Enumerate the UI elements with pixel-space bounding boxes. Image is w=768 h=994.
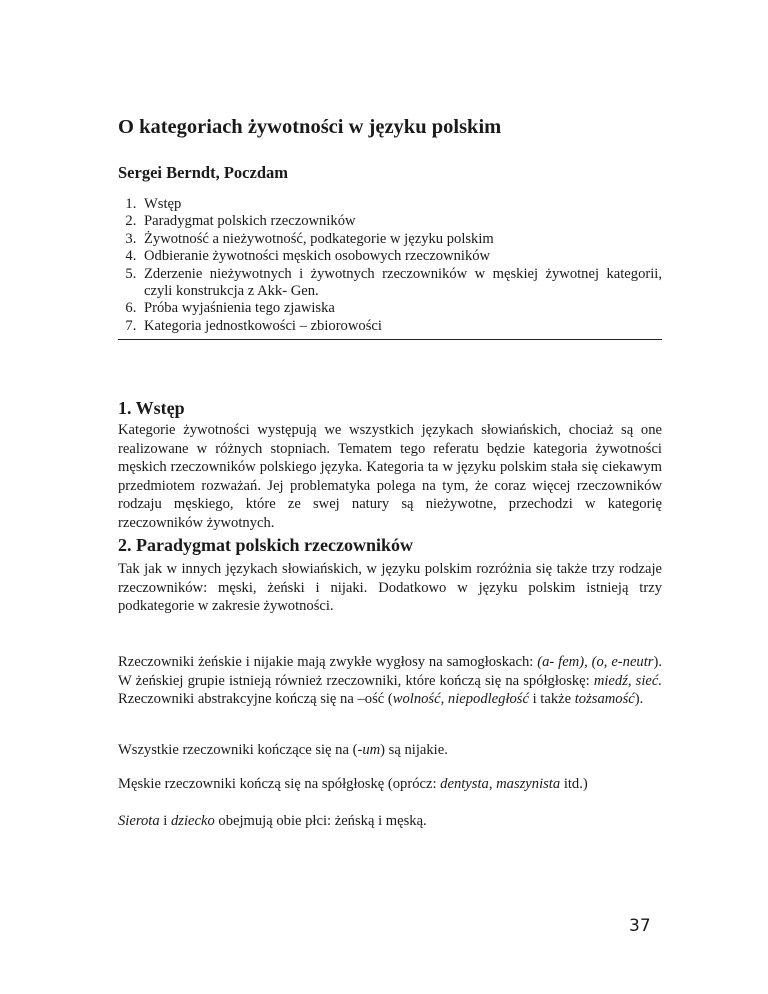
author-line: Sergei Berndt, Poczdam bbox=[118, 163, 289, 182]
text-run: Rzeczowniki żeńskie i nijakie mają zwykłe wygłosy na samogłoskach: bbox=[118, 654, 538, 670]
toc-item: 1. Wstęp bbox=[140, 196, 662, 213]
text-run: ) są nijakie. bbox=[380, 742, 448, 758]
text-run: Rzeczowniki abstrakcyjne kończą się na –ość ( bbox=[118, 691, 393, 708]
italic-term: maszynista bbox=[496, 776, 561, 792]
italic-term: dziecko bbox=[170, 813, 215, 829]
section-heading-2: 2. Paradygmat polskich rzeczowników bbox=[118, 535, 413, 555]
toc-item: 6. Próba wyjaśnienia tego zjawiska bbox=[140, 300, 662, 317]
toc-item: 4. Odbieranie żywotności męskich osobowych rzeczowników bbox=[140, 248, 662, 265]
horizontal-rule bbox=[118, 339, 662, 340]
paragraph bbox=[118, 421, 662, 533]
section-heading-1: 1. Wstęp bbox=[118, 398, 185, 418]
text-run: itd.) bbox=[560, 776, 588, 792]
italic-term: (a- fem), (o, e-neutr bbox=[537, 654, 654, 670]
table-of-contents bbox=[118, 196, 662, 335]
toc-item: 2. Paradygmat polskich rzeczowników bbox=[140, 213, 662, 230]
paragraph bbox=[118, 741, 662, 760]
text-run: Męskie rzeczowniki kończą się na spółgłoskę (oprócz: bbox=[118, 776, 441, 792]
toc-item: 5. Zderzenie nieżywotnych i żywotnych rzeczowników w męskiej żywotnej kategorii, czyli konstrukcja z Akk- Gen. bbox=[140, 266, 662, 301]
italic-term: Sierota bbox=[118, 813, 160, 829]
italic-term: tożsamość bbox=[574, 691, 635, 708]
text-run: obejmują obie płci: żeńską i męską. bbox=[214, 813, 427, 829]
page-number: 37 bbox=[629, 916, 651, 936]
italic-term: wolność bbox=[392, 691, 441, 708]
toc-item: 7. Kategoria jednostkowości – zbiorowości bbox=[140, 318, 662, 335]
text-run: Tak jak w innych językach słowiańskich, w języku polskim rozróżnia się także trzy rodzaje rzeczowników: męski, żeński i nijaki. Dodatkowo w języku polskim istnieją trzy podkategorie w zakresie żywotności. bbox=[118, 561, 662, 615]
text-run: Wszystkie rzeczowniki kończące się na ( bbox=[118, 742, 358, 758]
italic-term: -um bbox=[357, 742, 381, 758]
text-run: i bbox=[159, 813, 171, 829]
text-run: , bbox=[488, 776, 497, 792]
italic-term: niepodległość bbox=[447, 691, 529, 708]
paragraph bbox=[118, 812, 662, 831]
italic-term: dentysta bbox=[440, 776, 489, 792]
text-run: ). W żeńskiej grupie istnieją również rzeczowniki, które kończą się na spółgłoskę: bbox=[118, 654, 662, 689]
paragraph bbox=[118, 560, 662, 616]
text-run: , bbox=[440, 691, 448, 708]
text-run: i także bbox=[528, 691, 575, 708]
text-run: Kategorie żywotności występują we wszystkich językach słowiańskich, chociaż są one realizowane w różnych stopniach. Tematem tego referatu będzie kategoria żywotności męskich rzeczowników polskiego języka. Kategoria ta w języku polskim stała się ciekawym przedmiotem rozważań. Jej problematyka polega na tym, że coraz więcej rzeczowników rodzaju męskiego, które ze swej natury są nieżywotne, przechodzi w kategorię rzeczowników żywotnych. bbox=[118, 422, 662, 531]
italic-term: miedź, sieć. bbox=[593, 672, 662, 689]
toc-item: 3. Żywotność a nieżywotność, podkategorie w języku polskim bbox=[140, 231, 662, 248]
text-run: ). bbox=[634, 691, 644, 708]
paragraph bbox=[118, 653, 662, 709]
paragraph bbox=[118, 775, 662, 794]
article-title: O kategoriach żywotności w języku polskim bbox=[118, 116, 502, 138]
